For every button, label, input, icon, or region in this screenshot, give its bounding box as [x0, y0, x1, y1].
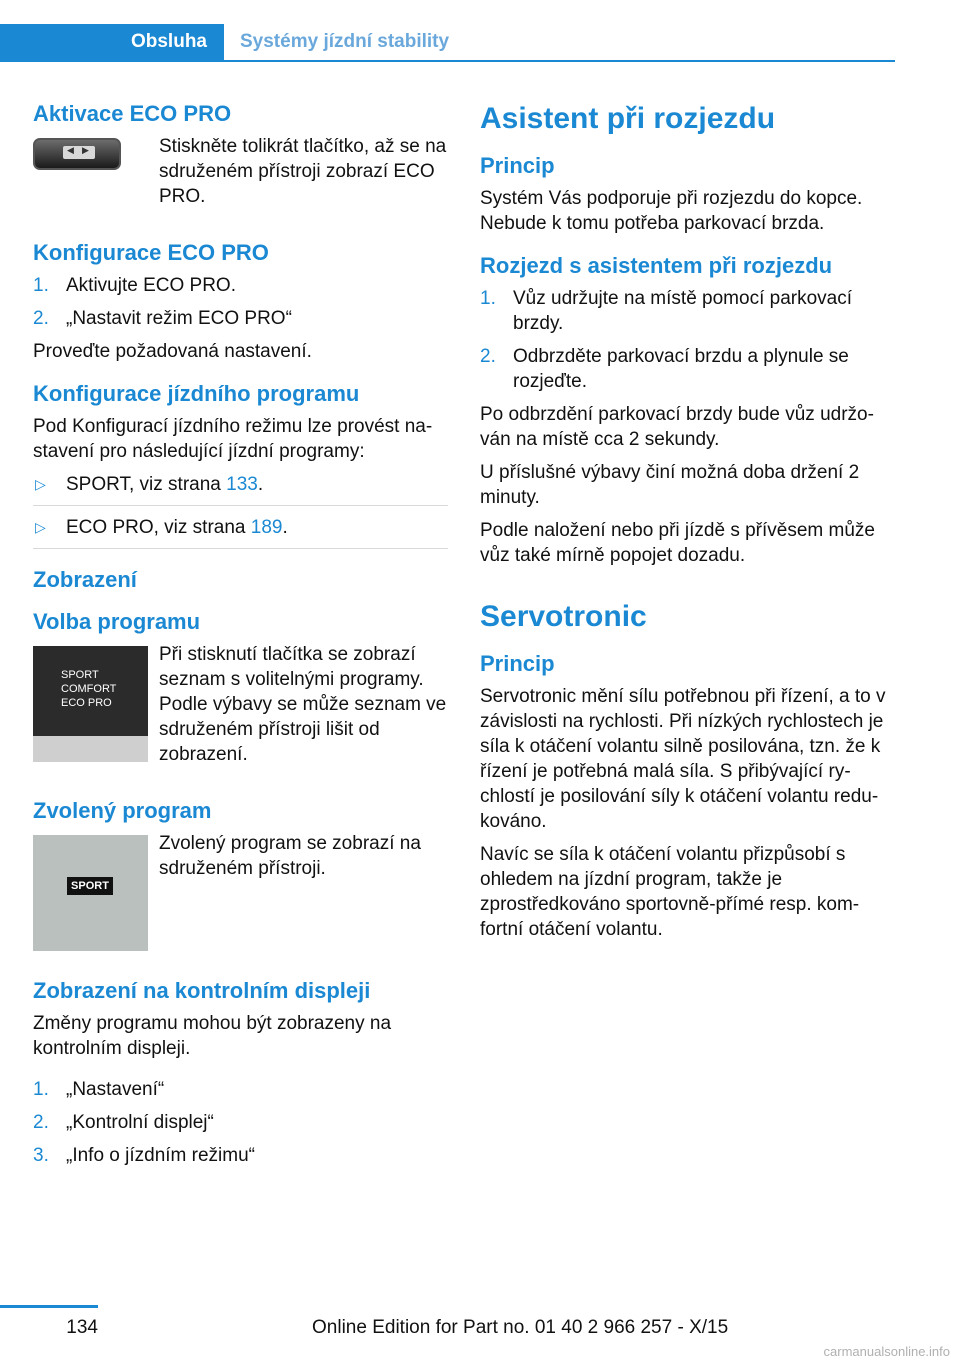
hill-start-principle-heading: Princip: [480, 153, 555, 178]
selected-program-image: [33, 835, 148, 951]
control-display-heading: Zobrazení na kontrolním displeji: [33, 978, 371, 1003]
hill-start-usage-heading: Rozjezd s asistentem při rozjezdu: [480, 253, 833, 278]
sport-badge: SPORT: [67, 877, 113, 895]
watermark: carmanualsonline.info: [823, 1344, 950, 1359]
program-select-heading: Volba programu: [33, 609, 201, 634]
chapter-tab: Systémy jízdní stability: [240, 31, 450, 52]
display-line: SPORT: [61, 669, 99, 681]
drive-config-text: Pod Konfigurací jízdního režimu lze provést na-stavení pro následující jízdní programy:: [33, 416, 433, 462]
eco-activate-heading: Aktivace ECO PRO: [33, 101, 232, 126]
display-line: ECO PRO: [61, 697, 112, 709]
list-item: 2. Odbrzděte parkovací brzdu a plynule se rozjeďte.: [480, 346, 849, 392]
page-link-133[interactable]: 133: [226, 474, 258, 495]
page-link-189[interactable]: 189: [250, 517, 283, 538]
drive-config-list: [33, 472, 448, 549]
selected-program-text: Zvolený program se zobrazí na sdruženém přístroji.: [159, 833, 421, 879]
list-item: 3. „Info o jízdním režimu“: [33, 1145, 255, 1166]
page-number: 134: [66, 1317, 98, 1338]
footer-rule: [0, 1305, 98, 1308]
edition-info: Online Edition for Part no. 01 40 2 966 257 - X/15: [312, 1317, 729, 1338]
list-item: 2. „Nastavit režim ECO PRO“: [33, 308, 292, 329]
page-header: [0, 24, 895, 60]
triangle-bullet-icon: ▷: [35, 476, 46, 492]
right-column: [480, 100, 896, 950]
servotronic-principle-heading: Princip: [480, 651, 555, 676]
list-item: 1. Vůz udržujte na místě pomocí parkovací brzdy.: [480, 288, 852, 334]
triangle-bullet-icon: ▷: [35, 519, 46, 535]
servotronic-heading: Servotronic: [480, 600, 647, 633]
list-item: 2. „Kontrolní displej“: [33, 1112, 214, 1133]
hill-start-steps: [480, 286, 896, 394]
program-select-text: Při stisknutí tlačítka se zobrazí seznam s volitelnými programy. Podle výbavy se může seznam ve sdruženém přístroji lišit od zobrazení.: [159, 644, 447, 765]
servotronic-p2: Navíc se síla k otáčení volantu přizpůsobí s ohledem na jízdní program, takže je zprostředkováno sportovně-přímé resp. kom-fortní otáčení volantu.: [480, 844, 860, 940]
display-heading: Zobrazení: [33, 567, 137, 592]
chevron-left-icon: ◀: [67, 145, 74, 155]
program-select-row: [33, 642, 448, 767]
selected-program-heading: Zvolený program: [33, 798, 212, 823]
control-display-steps: [33, 1077, 448, 1168]
eco-config-steps: [33, 273, 448, 331]
list-item: 1. „Nastavení“: [33, 1079, 165, 1100]
hill-start-heading: Asistent při rozjezdu: [480, 102, 776, 135]
hill-start-p3: Podle naložení nebo při jízdě s přívěsem může vůz také mírně popojet dozadu.: [480, 520, 875, 566]
eco-config-heading: Konfigurace ECO PRO: [33, 240, 269, 265]
list-item: ▷ SPORT, viz strana 133.: [33, 472, 448, 506]
list-item: ▷ ECO PRO, viz strana 189.: [33, 515, 448, 549]
selected-program-row: [33, 831, 448, 955]
drive-config-heading: Konfigurace jízdního programu: [33, 381, 360, 406]
control-display-text: Změny programu mohou být zobrazeny na kontrolním displeji.: [33, 1013, 392, 1059]
hill-start-p2: U příslušné výbavy činí možná doba držení 2 minuty.: [480, 462, 860, 508]
eco-config-after: Proveďte požadovaná nastavení.: [33, 341, 312, 362]
eco-activate-text: Stiskněte tolikrát tlačítko, až se na sdruženém přístroji zobrazí ECO PRO.: [159, 136, 447, 207]
list-item: 1. Aktivujte ECO PRO.: [33, 275, 236, 296]
left-column: [33, 100, 448, 1176]
header-rule: [0, 60, 895, 62]
hill-start-principle-text: Systém Vás podporuje při rozjezdu do kopce. Nebude k tomu potřeba parkovací brzda.: [480, 188, 863, 234]
hill-start-p1: Po odbrzdění parkovací brzdy bude vůz udržo-ván na místě cca 2 sekundy.: [480, 404, 874, 450]
eco-activate-row: [33, 134, 448, 209]
eco-button-image: [33, 138, 121, 170]
chevron-right-icon: ▶: [82, 145, 89, 155]
program-list-image: [33, 646, 148, 762]
servotronic-p1: Servotronic mění sílu potřebnou při řízení, a to v závislosti na rychlosti. Při nízkých rychlostech je síla k otáčení volantu silně posilována, tzn. že k řízení je potřebná malá síla. S přibývající ry-chlostí je posilování síly k otáčení volantu redu-kováno.: [480, 686, 886, 832]
section-tab: Obsluha: [0, 24, 224, 60]
display-line: COMFORT: [61, 683, 117, 695]
